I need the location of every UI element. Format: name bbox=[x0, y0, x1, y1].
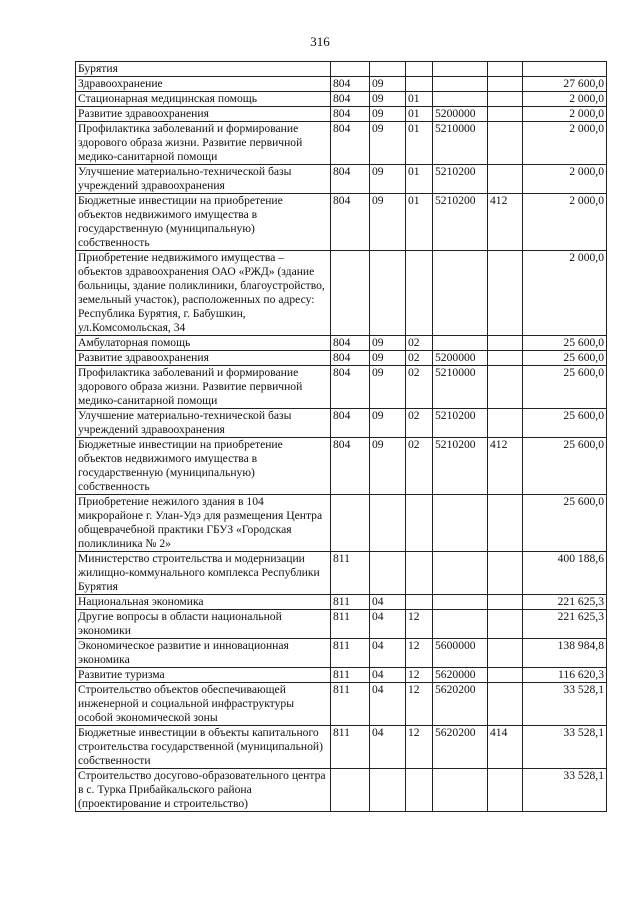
expense-type-cell bbox=[488, 351, 523, 366]
subsection-code-cell: 12 bbox=[406, 668, 433, 683]
target-article-cell bbox=[433, 552, 488, 595]
target-article-cell: 5600000 bbox=[433, 639, 488, 668]
section-code-cell bbox=[370, 62, 406, 77]
amount-cell: 25 600,0 bbox=[523, 351, 607, 366]
row-name-cell: Стационарная медицинская помощь bbox=[76, 92, 331, 107]
target-article-cell: 5210000 bbox=[433, 122, 488, 165]
target-article-cell: 5200000 bbox=[433, 351, 488, 366]
subsection-code-cell bbox=[406, 77, 433, 92]
expense-type-cell bbox=[488, 165, 523, 194]
table-row bbox=[76, 683, 607, 726]
amount-cell: 400 188,6 bbox=[523, 552, 607, 595]
page-number: 316 bbox=[310, 34, 330, 49]
table-row bbox=[76, 668, 607, 683]
section-code-cell: 09 bbox=[370, 92, 406, 107]
ministry-code-cell: 804 bbox=[331, 438, 370, 495]
ministry-code-cell: 811 bbox=[331, 610, 370, 639]
row-name-cell: Бюджетные инвестиции в объекты капитального строительства государственной (муниципальной) собственности bbox=[76, 726, 331, 769]
table-row bbox=[76, 610, 607, 639]
section-code-cell: 04 bbox=[370, 639, 406, 668]
target-article-cell: 5620200 bbox=[433, 726, 488, 769]
amount-cell: 2 000,0 bbox=[523, 122, 607, 165]
table-row bbox=[76, 639, 607, 668]
table-row bbox=[76, 77, 607, 92]
section-code-cell: 04 bbox=[370, 610, 406, 639]
ministry-code-cell: 804 bbox=[331, 107, 370, 122]
section-code-cell: 09 bbox=[370, 438, 406, 495]
target-article-cell: 5620200 bbox=[433, 683, 488, 726]
amount-cell: 116 620,3 bbox=[523, 668, 607, 683]
table-row bbox=[76, 726, 607, 769]
target-article-cell bbox=[433, 610, 488, 639]
amount-cell: 25 600,0 bbox=[523, 336, 607, 351]
section-code-cell: 09 bbox=[370, 351, 406, 366]
amount-cell: 25 600,0 bbox=[523, 438, 607, 495]
ministry-code-cell bbox=[331, 251, 370, 336]
section-code-cell: 09 bbox=[370, 366, 406, 409]
table-row bbox=[76, 769, 607, 812]
target-article-cell bbox=[433, 595, 488, 610]
subsection-code-cell: 01 bbox=[406, 122, 433, 165]
row-name-cell: Развитие туризма bbox=[76, 668, 331, 683]
amount-cell: 2 000,0 bbox=[523, 165, 607, 194]
ministry-code-cell: 811 bbox=[331, 683, 370, 726]
amount-cell: 33 528,1 bbox=[523, 726, 607, 769]
table-row bbox=[76, 409, 607, 438]
table-row bbox=[76, 122, 607, 165]
subsection-code-cell: 02 bbox=[406, 351, 433, 366]
ministry-code-cell: 811 bbox=[331, 639, 370, 668]
row-name-cell: Экономическое развитие и инновационная экономика bbox=[76, 639, 331, 668]
table-row bbox=[76, 165, 607, 194]
expense-type-cell bbox=[488, 251, 523, 336]
amount-cell: 2 000,0 bbox=[523, 92, 607, 107]
amount-cell: 2 000,0 bbox=[523, 194, 607, 251]
subsection-code-cell: 02 bbox=[406, 366, 433, 409]
amount-cell: 25 600,0 bbox=[523, 409, 607, 438]
table-row bbox=[76, 194, 607, 251]
expense-type-cell bbox=[488, 639, 523, 668]
section-code-cell bbox=[370, 552, 406, 595]
target-article-cell bbox=[433, 62, 488, 77]
subsection-code-cell bbox=[406, 62, 433, 77]
table-row bbox=[76, 366, 607, 409]
amount-cell: 27 600,0 bbox=[523, 77, 607, 92]
ministry-code-cell: 804 bbox=[331, 351, 370, 366]
target-article-cell: 5210200 bbox=[433, 165, 488, 194]
expense-type-cell bbox=[488, 336, 523, 351]
target-article-cell: 5210200 bbox=[433, 409, 488, 438]
subsection-code-cell bbox=[406, 495, 433, 552]
table-row bbox=[76, 251, 607, 336]
section-code-cell bbox=[370, 251, 406, 336]
amount-cell: 221 625,3 bbox=[523, 595, 607, 610]
table-row bbox=[76, 107, 607, 122]
section-code-cell: 09 bbox=[370, 409, 406, 438]
amount-cell: 33 528,1 bbox=[523, 683, 607, 726]
row-name-cell: Министерство строительства и модернизации жилищно-коммунального комплекса Республики Бурятия bbox=[76, 552, 331, 595]
ministry-code-cell: 804 bbox=[331, 77, 370, 92]
target-article-cell: 5620000 bbox=[433, 668, 488, 683]
target-article-cell: 5210200 bbox=[433, 438, 488, 495]
subsection-code-cell: 12 bbox=[406, 726, 433, 769]
subsection-code-cell: 01 bbox=[406, 92, 433, 107]
row-name-cell: Амбулаторная помощь bbox=[76, 336, 331, 351]
row-name-cell: Приобретение недвижимого имущества – объектов здравоохранения ОАО «РЖД» (здание больницы, здание поликлиники, благоустройство, земельный участок), расположенных по адресу: Республика Бурятия, г. Бабушкин, ул.Комсомольская, 34 bbox=[76, 251, 331, 336]
ministry-code-cell: 804 bbox=[331, 122, 370, 165]
subsection-code-cell: 01 bbox=[406, 194, 433, 251]
row-name-cell: Улучшение материально-технической базы учреждений здравоохранения bbox=[76, 409, 331, 438]
ministry-code-cell: 811 bbox=[331, 668, 370, 683]
row-name-cell: Улучшение материально-технической базы учреждений здравоохранения bbox=[76, 165, 331, 194]
expense-type-cell bbox=[488, 683, 523, 726]
row-name-cell: Приобретение нежилого здания в 104 микрорайоне г. Улан-Удэ для размещения Центра общеврачебной практики ГБУЗ «Городская поликлиника № 2» bbox=[76, 495, 331, 552]
row-name-cell: Строительство досугово-образовательного центра в с. Турка Прибайкальского района (проектирование и строительство) bbox=[76, 769, 331, 812]
section-code-cell: 09 bbox=[370, 336, 406, 351]
section-code-cell: 04 bbox=[370, 595, 406, 610]
table-row bbox=[76, 595, 607, 610]
expense-type-cell bbox=[488, 122, 523, 165]
budget-table-body bbox=[76, 62, 607, 812]
target-article-cell bbox=[433, 769, 488, 812]
expense-type-cell bbox=[488, 552, 523, 595]
amount-cell: 221 625,3 bbox=[523, 610, 607, 639]
ministry-code-cell bbox=[331, 62, 370, 77]
subsection-code-cell: 12 bbox=[406, 610, 433, 639]
ministry-code-cell: 804 bbox=[331, 194, 370, 251]
row-name-cell: Развитие здравоохранения bbox=[76, 351, 331, 366]
table-row bbox=[76, 438, 607, 495]
subsection-code-cell: 12 bbox=[406, 683, 433, 726]
ministry-code-cell: 804 bbox=[331, 336, 370, 351]
table-row bbox=[76, 336, 607, 351]
expense-type-cell bbox=[488, 668, 523, 683]
row-name-cell: Профилактика заболеваний и формирование здорового образа жизни. Развитие первичной медико-санитарной помощи bbox=[76, 122, 331, 165]
section-code-cell: 09 bbox=[370, 194, 406, 251]
table-row bbox=[76, 495, 607, 552]
subsection-code-cell bbox=[406, 251, 433, 336]
section-code-cell: 04 bbox=[370, 683, 406, 726]
table-row bbox=[76, 62, 607, 77]
amount-cell: 2 000,0 bbox=[523, 251, 607, 336]
expense-type-cell bbox=[488, 366, 523, 409]
ministry-code-cell: 804 bbox=[331, 165, 370, 194]
budget-table bbox=[75, 61, 607, 812]
target-article-cell bbox=[433, 251, 488, 336]
subsection-code-cell: 12 bbox=[406, 639, 433, 668]
target-article-cell: 5200000 bbox=[433, 107, 488, 122]
expense-type-cell: 412 bbox=[488, 194, 523, 251]
section-code-cell: 09 bbox=[370, 122, 406, 165]
expense-type-cell bbox=[488, 107, 523, 122]
expense-type-cell bbox=[488, 495, 523, 552]
expense-type-cell bbox=[488, 77, 523, 92]
row-name-cell: Бюджетные инвестиции на приобретение объектов недвижимого имущества в государственную (муниципальную) собственность bbox=[76, 194, 331, 251]
target-article-cell: 5210000 bbox=[433, 366, 488, 409]
ministry-code-cell: 804 bbox=[331, 92, 370, 107]
ministry-code-cell: 811 bbox=[331, 552, 370, 595]
section-code-cell: 09 bbox=[370, 77, 406, 92]
subsection-code-cell: 01 bbox=[406, 165, 433, 194]
row-name-cell: Профилактика заболеваний и формирование здорового образа жизни. Развитие первичной медико-санитарной помощи bbox=[76, 366, 331, 409]
subsection-code-cell bbox=[406, 595, 433, 610]
subsection-code-cell: 01 bbox=[406, 107, 433, 122]
subsection-code-cell: 02 bbox=[406, 438, 433, 495]
ministry-code-cell: 811 bbox=[331, 595, 370, 610]
section-code-cell bbox=[370, 769, 406, 812]
expense-type-cell: 412 bbox=[488, 438, 523, 495]
table-row bbox=[76, 351, 607, 366]
subsection-code-cell bbox=[406, 552, 433, 595]
expense-type-cell bbox=[488, 409, 523, 438]
section-code-cell bbox=[370, 495, 406, 552]
expense-type-cell bbox=[488, 92, 523, 107]
row-name-cell: Развитие здравоохранения bbox=[76, 107, 331, 122]
expense-type-cell bbox=[488, 769, 523, 812]
amount-cell: 25 600,0 bbox=[523, 366, 607, 409]
table-row bbox=[76, 552, 607, 595]
subsection-code-cell: 02 bbox=[406, 336, 433, 351]
row-name-cell: Здравоохранение bbox=[76, 77, 331, 92]
section-code-cell: 09 bbox=[370, 107, 406, 122]
section-code-cell: 04 bbox=[370, 668, 406, 683]
expense-type-cell bbox=[488, 610, 523, 639]
ministry-code-cell: 804 bbox=[331, 366, 370, 409]
target-article-cell bbox=[433, 336, 488, 351]
amount-cell bbox=[523, 62, 607, 77]
section-code-cell: 09 bbox=[370, 165, 406, 194]
section-code-cell: 04 bbox=[370, 726, 406, 769]
expense-type-cell bbox=[488, 595, 523, 610]
ministry-code-cell bbox=[331, 769, 370, 812]
amount-cell: 2 000,0 bbox=[523, 107, 607, 122]
target-article-cell: 5210200 bbox=[433, 194, 488, 251]
amount-cell: 33 528,1 bbox=[523, 769, 607, 812]
subsection-code-cell: 02 bbox=[406, 409, 433, 438]
expense-type-cell: 414 bbox=[488, 726, 523, 769]
row-name-cell: Бюджетные инвестиции на приобретение объектов недвижимого имущества в государственную (муниципальную) собственность bbox=[76, 438, 331, 495]
ministry-code-cell: 811 bbox=[331, 726, 370, 769]
amount-cell: 138 984,8 bbox=[523, 639, 607, 668]
target-article-cell bbox=[433, 495, 488, 552]
ministry-code-cell: 804 bbox=[331, 409, 370, 438]
target-article-cell bbox=[433, 77, 488, 92]
amount-cell: 25 600,0 bbox=[523, 495, 607, 552]
ministry-code-cell bbox=[331, 495, 370, 552]
row-name-cell: Национальная экономика bbox=[76, 595, 331, 610]
row-name-cell: Строительство объектов обеспечивающей инженерной и социальной инфраструктуры особой экономической зоны bbox=[76, 683, 331, 726]
row-name-cell: Бурятия bbox=[76, 62, 331, 77]
subsection-code-cell bbox=[406, 769, 433, 812]
target-article-cell bbox=[433, 92, 488, 107]
expense-type-cell bbox=[488, 62, 523, 77]
table-row bbox=[76, 92, 607, 107]
row-name-cell: Другие вопросы в области национальной экономики bbox=[76, 610, 331, 639]
